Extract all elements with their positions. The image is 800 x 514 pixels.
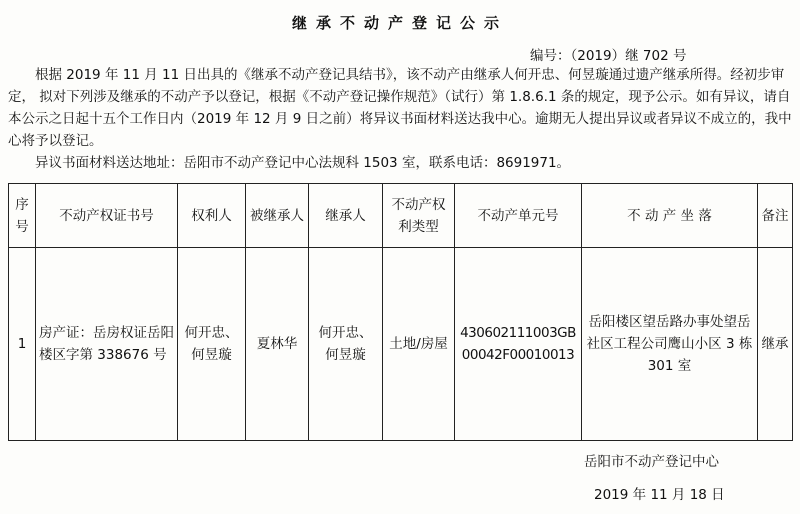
cell-unit-no: 430602111003GB00042F00010013 bbox=[455, 248, 582, 441]
header-remark: 备注 bbox=[758, 184, 793, 248]
header-heir: 继承人 bbox=[309, 184, 383, 248]
cell-location: 岳阳楼区望岳路办事处望岳社区工程公司鹰山小区 3 栋 301 室 bbox=[582, 248, 758, 441]
issuing-organization: 岳阳市不动产登记中心 bbox=[584, 454, 719, 470]
table-header-row bbox=[9, 184, 793, 248]
registry-table bbox=[8, 183, 793, 441]
header-cert-no: 不动产权证书号 bbox=[36, 184, 178, 248]
table-row bbox=[9, 248, 793, 441]
notice-body bbox=[8, 64, 792, 174]
notice-paragraph: 根据 2019 年 11 月 11 日出具的《继承不动产登记具结书》，该不动产由继承人何开忠、何昱璇通过遗产继承所得。经初步审定， 拟对下列涉及继承的不动产予以登记，根据《不动产登记操作规范》（试行）第 1.8.6.1 条的规定，现予公示。如有异议，请自本公示之日起十五个工作日内（2019 年 12 月 9 日之前）将异议书面材料送达我中心。逾期无人提出异议或者异议不成立的，我中心将予以登记。 bbox=[8, 67, 792, 149]
header-location: 不 动 产 坐 落 bbox=[582, 184, 758, 248]
objection-address: 异议书面材料送达地址：岳阳市不动产登记中心法规科 1503 室，联系电话：8691971。 bbox=[35, 155, 571, 171]
header-right-type: 不动产权利类型 bbox=[383, 184, 455, 248]
cell-right-type: 土地/房屋 bbox=[383, 248, 455, 441]
document-number: 编号：（2019）继 702 号 bbox=[530, 48, 687, 64]
header-seq: 序号 bbox=[9, 184, 36, 248]
cell-remark: 继承 bbox=[758, 248, 793, 441]
header-owner: 权利人 bbox=[178, 184, 246, 248]
cell-heir: 何开忠、何昱璇 bbox=[309, 248, 383, 441]
cell-cert-no: 房产证：岳房权证岳阳楼区字第 338676 号 bbox=[36, 248, 178, 441]
header-decedent: 被继承人 bbox=[246, 184, 309, 248]
issue-date: 2019 年 11 月 18 日 bbox=[594, 487, 725, 503]
header-unit-no: 不动产单元号 bbox=[455, 184, 582, 248]
cell-decedent: 夏林华 bbox=[246, 248, 309, 441]
cell-seq: 1 bbox=[9, 248, 36, 441]
cell-owner: 何开忠、何昱璇 bbox=[178, 248, 246, 441]
page-title: 继承不动产登记公示 bbox=[291, 14, 508, 32]
